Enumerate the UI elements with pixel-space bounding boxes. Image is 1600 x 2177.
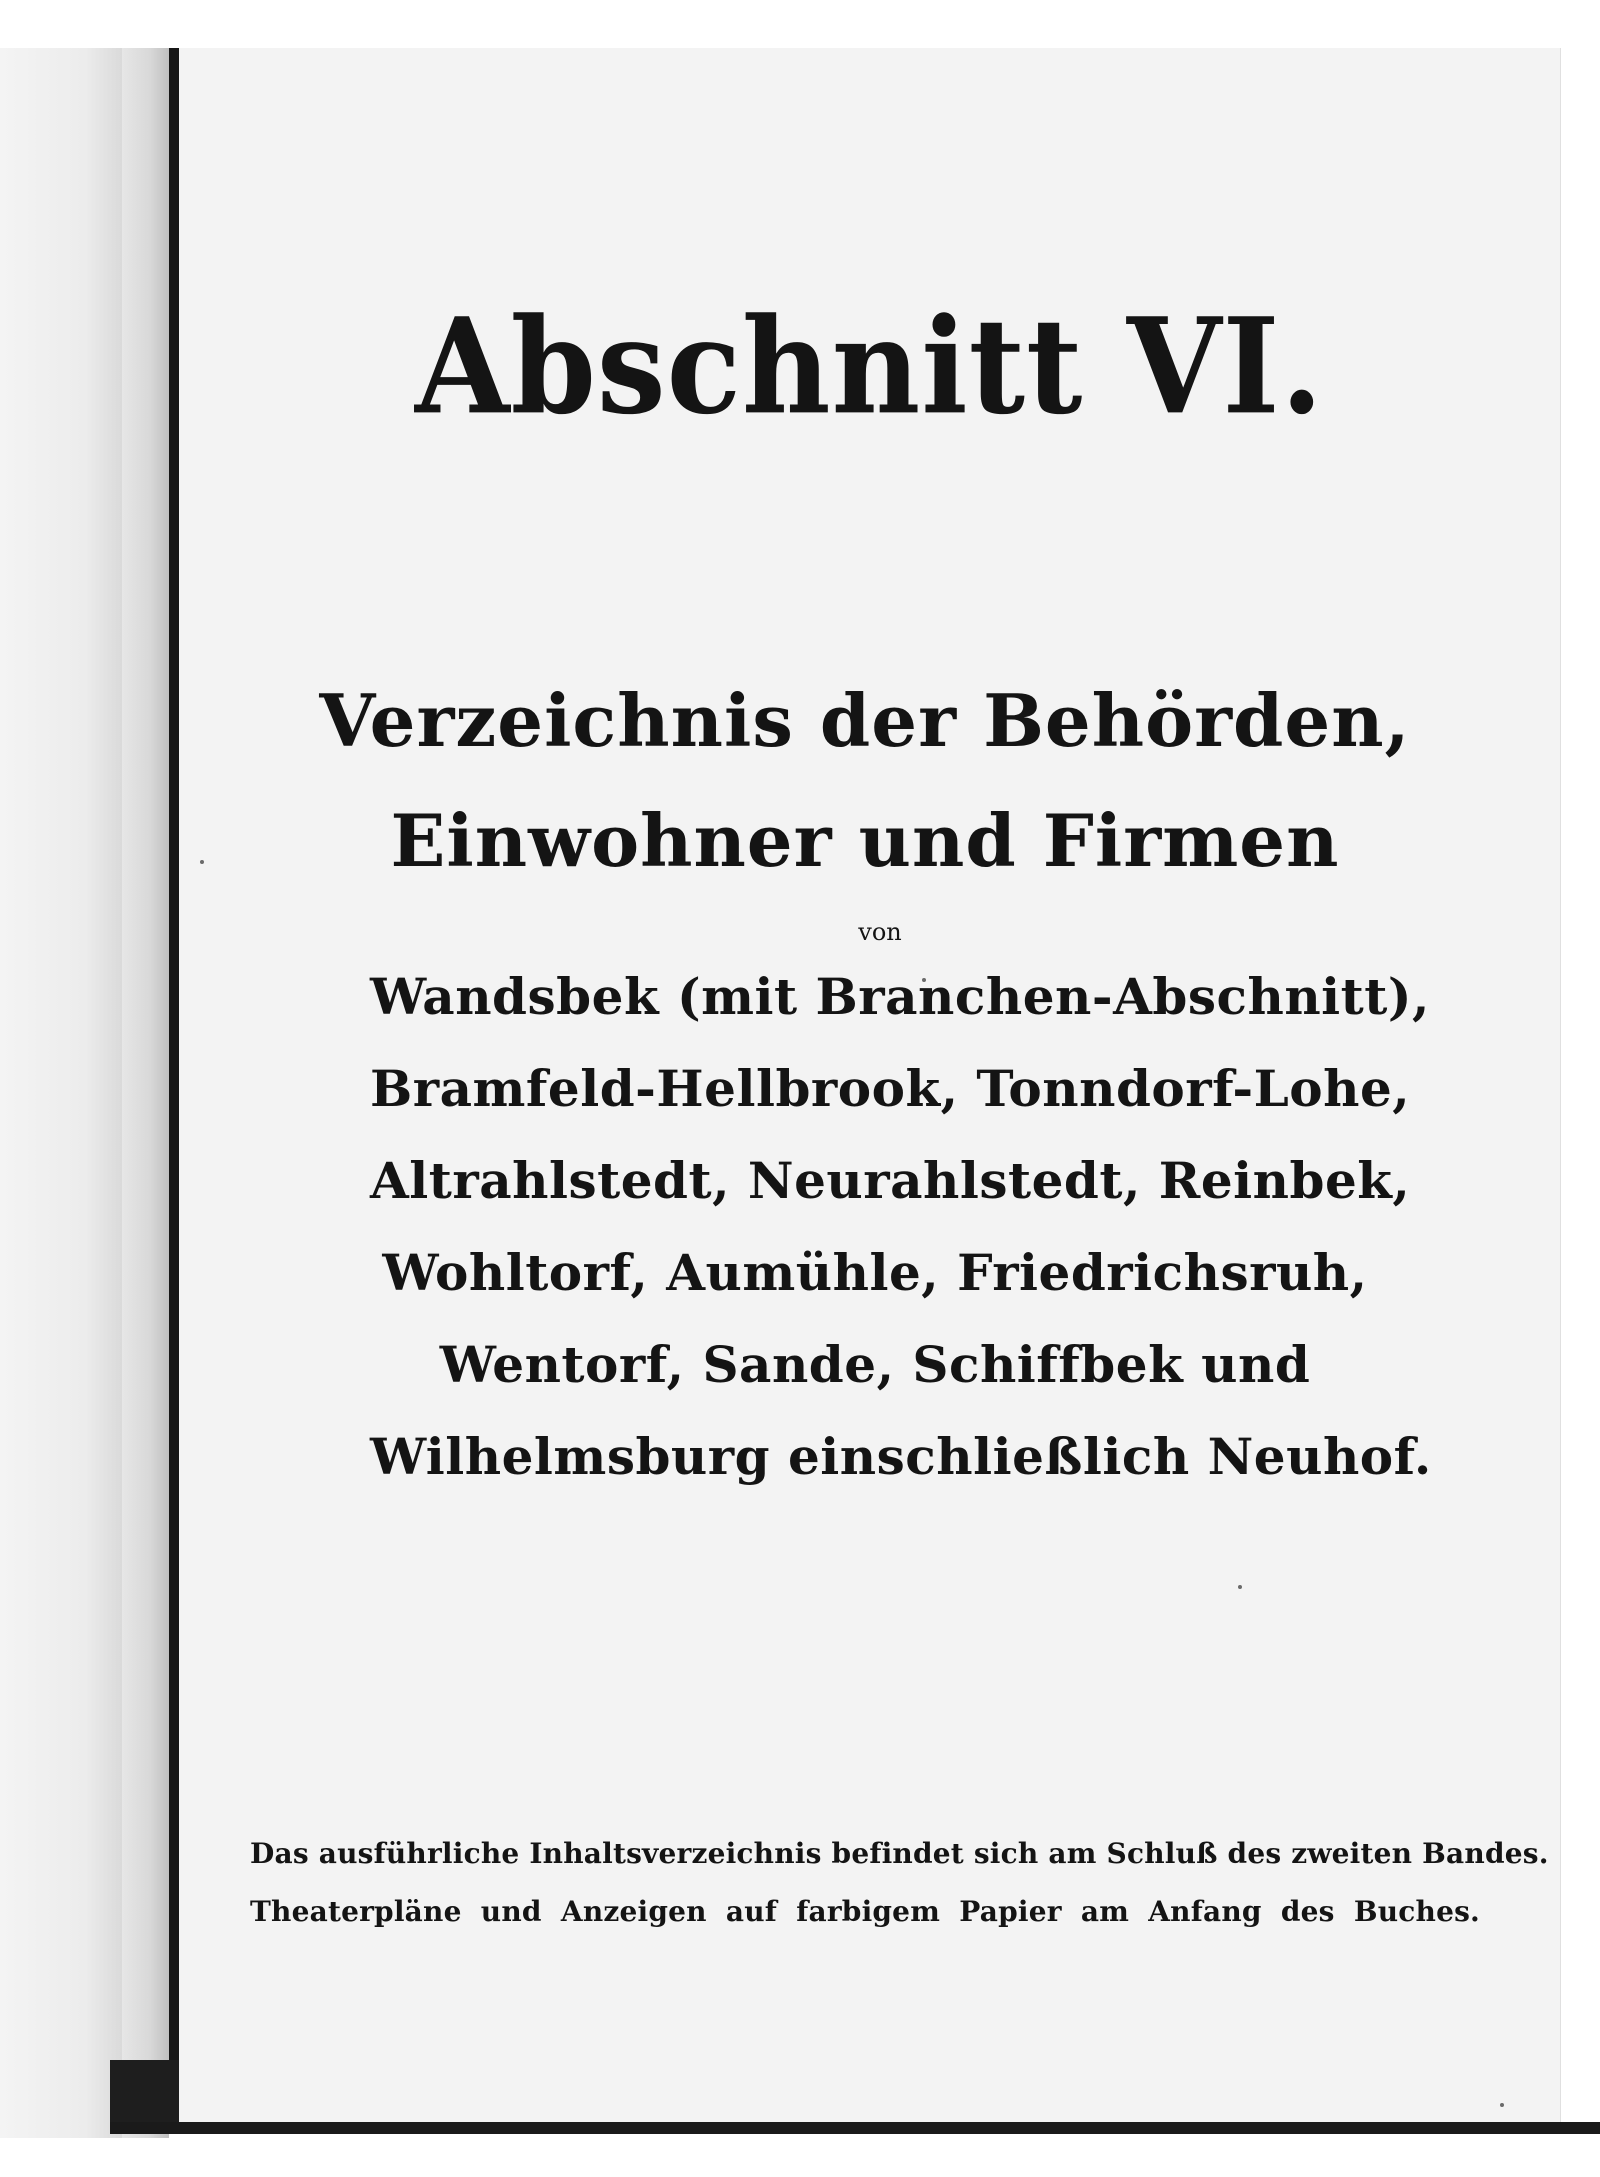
print-speck (1500, 2103, 1504, 2107)
places-line: Bramfeld-Hellbrook, Tonndorf-Lohe, (370, 1059, 1411, 1118)
footnotes (250, 1837, 1549, 1956)
places-line: Wandsbek (mit Branchen-Abschnitt), (370, 967, 1430, 1026)
binding-edge (169, 48, 179, 2123)
binding-shadow (122, 48, 169, 2138)
places-list (370, 960, 1432, 1512)
print-speck (200, 860, 204, 864)
places-line: Wentorf, Sande, Schiffbek und (439, 1335, 1311, 1394)
print-speck (1238, 1585, 1242, 1589)
bottom-edge (110, 2122, 1600, 2134)
footnote-contents: Das ausführliche Inhaltsverzeichnis befindet sich am Schluß des zweiten Bandes. (250, 1837, 1549, 1870)
binding-corner (110, 2060, 179, 2130)
heading-line-1: Verzeichnis der Behörden, (319, 678, 1411, 763)
heading-line-2: Einwohner und Firmen (390, 798, 1340, 883)
places-line: Wohltorf, Aumühle, Friedrichsruh, (382, 1243, 1368, 1302)
left-margin (0, 48, 122, 2138)
connector-word: von (858, 918, 902, 946)
places-line: Wilhelmsburg einschließlich Neuhof. (370, 1427, 1432, 1486)
footnote-theater: Theaterpläne und Anzeigen auf farbigem Papier am Anfang des Buches. (250, 1895, 1480, 1928)
places-line: Altrahlstedt, Neurahlstedt, Reinbek, (370, 1151, 1411, 1210)
section-title: Abschnitt VI. (414, 288, 1325, 444)
